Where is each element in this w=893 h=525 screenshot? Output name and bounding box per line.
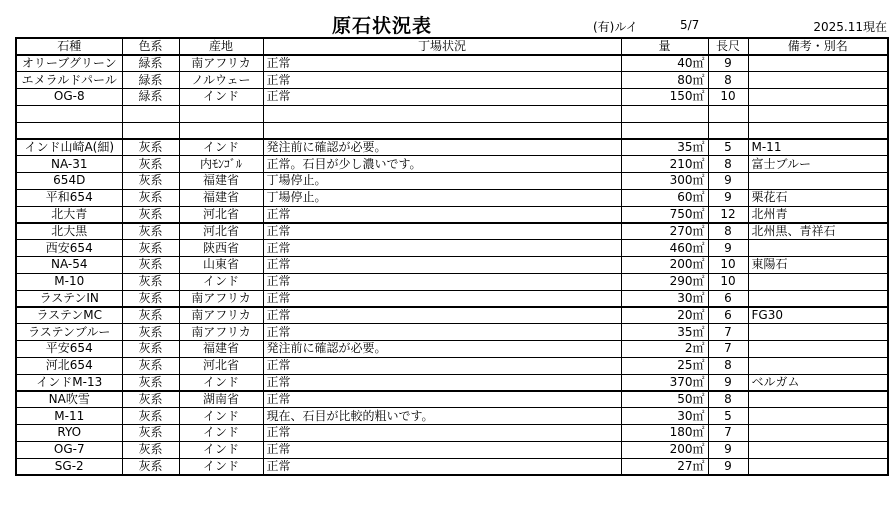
cell-color: 灰系	[122, 408, 179, 425]
cell-stone-type: インドM-13	[16, 374, 122, 391]
cell-quarry-status: 正常	[263, 374, 621, 391]
cell-stone-type: ラステンブルー	[16, 324, 122, 341]
table-row	[16, 290, 888, 307]
cell-color: 灰系	[122, 391, 179, 408]
cell-quantity: 35㎡	[621, 324, 708, 341]
cell-origin: インド	[179, 458, 263, 475]
cell-stone-type: ラステンMC	[16, 307, 122, 324]
cell-origin: 南アフリカ	[179, 55, 263, 72]
cell-quarry-status: 正常	[263, 425, 621, 442]
cell-color: 灰系	[122, 374, 179, 391]
cell-color: 灰系	[122, 357, 179, 374]
table-row	[16, 273, 888, 290]
cell-quantity: 150㎡	[621, 89, 708, 106]
cell-quarry-status: 正常	[263, 290, 621, 307]
cell-color: 灰系	[122, 206, 179, 223]
cell-quantity: 2㎡	[621, 341, 708, 358]
column-header-origin: 産地	[179, 38, 263, 55]
cell-color: 緑系	[122, 72, 179, 89]
cell-origin: 陝西省	[179, 240, 263, 257]
cell-origin: 福建省	[179, 341, 263, 358]
cell-color: 灰系	[122, 441, 179, 458]
sheet-header	[0, 0, 893, 36]
column-header-length: 長尺	[708, 38, 748, 55]
column-header-quantity: 量	[621, 38, 708, 55]
cell-quantity: 200㎡	[621, 257, 708, 274]
cell-length: 6	[708, 307, 748, 324]
cell-quantity: 80㎡	[621, 72, 708, 89]
cell-origin: 河北省	[179, 223, 263, 240]
cell-length: 8	[708, 72, 748, 89]
cell-quantity: 27㎡	[621, 458, 708, 475]
cell-quantity: 750㎡	[621, 206, 708, 223]
cell-notes	[748, 458, 888, 475]
cell-notes	[748, 240, 888, 257]
cell-color: 緑系	[122, 55, 179, 72]
cell-quarry-status: 丁場停止。	[263, 189, 621, 206]
table-row	[16, 341, 888, 358]
cell-quarry-status: 正常	[263, 357, 621, 374]
table-row	[16, 173, 888, 190]
cell-quarry-status: 正常	[263, 307, 621, 324]
cell-quantity: 30㎡	[621, 408, 708, 425]
cell-length: 9	[708, 458, 748, 475]
cell-origin: インド	[179, 441, 263, 458]
cell-stone-type: ラステンIN	[16, 290, 122, 307]
cell-notes: M-11	[748, 139, 888, 156]
cell-origin: 山東省	[179, 257, 263, 274]
cell-quarry-status: 発注前に確認が必要。	[263, 139, 621, 156]
cell-quantity: 180㎡	[621, 425, 708, 442]
cell-stone-type	[16, 105, 122, 122]
cell-color: 灰系	[122, 273, 179, 290]
cell-notes	[748, 408, 888, 425]
page-title: 原石状況表	[332, 15, 433, 37]
cell-length: 9	[708, 55, 748, 72]
cell-stone-type: OG-7	[16, 441, 122, 458]
table-row	[16, 89, 888, 106]
table-row	[16, 72, 888, 89]
cell-notes: 北州青	[748, 206, 888, 223]
cell-quarry-status: 正常	[263, 458, 621, 475]
cell-length: 8	[708, 391, 748, 408]
cell-quarry-status: 現在、石目が比較的粗いです。	[263, 408, 621, 425]
cell-quantity: 30㎡	[621, 290, 708, 307]
cell-quarry-status: 正常	[263, 72, 621, 89]
table-row	[16, 223, 888, 240]
cell-quantity: 200㎡	[621, 441, 708, 458]
cell-color: 灰系	[122, 156, 179, 173]
cell-stone-type: オリーブグリーン	[16, 55, 122, 72]
column-header-quarry-status: 丁場状況	[263, 38, 621, 55]
table-row	[16, 391, 888, 408]
cell-origin: インド	[179, 139, 263, 156]
cell-origin: インド	[179, 408, 263, 425]
cell-stone-type: OG-8	[16, 89, 122, 106]
cell-notes	[748, 72, 888, 89]
cell-notes	[748, 105, 888, 122]
table-row	[16, 374, 888, 391]
cell-quarry-status	[263, 105, 621, 122]
cell-color: 灰系	[122, 240, 179, 257]
cell-color: 灰系	[122, 341, 179, 358]
cell-color: 灰系	[122, 425, 179, 442]
cell-quantity: 35㎡	[621, 139, 708, 156]
cell-notes	[748, 55, 888, 72]
cell-origin	[179, 122, 263, 139]
cell-origin: 福建省	[179, 189, 263, 206]
cell-quarry-status: 正常	[263, 391, 621, 408]
table-row	[16, 408, 888, 425]
cell-notes	[748, 273, 888, 290]
cell-quarry-status: 丁場停止。	[263, 173, 621, 190]
cell-stone-type: 平和654	[16, 189, 122, 206]
cell-quantity: 210㎡	[621, 156, 708, 173]
table-row	[16, 206, 888, 223]
cell-length: 9	[708, 441, 748, 458]
cell-quarry-status: 正常	[263, 55, 621, 72]
cell-color: 灰系	[122, 223, 179, 240]
as-of-date: 2025.11現在	[813, 20, 887, 34]
cell-stone-type: 平安654	[16, 341, 122, 358]
cell-length: 8	[708, 223, 748, 240]
cell-length: 7	[708, 425, 748, 442]
cell-notes	[748, 341, 888, 358]
cell-origin: インド	[179, 273, 263, 290]
company-name: (有)ルイ	[593, 20, 638, 34]
cell-quantity: 20㎡	[621, 307, 708, 324]
cell-length: 7	[708, 341, 748, 358]
cell-origin: インド	[179, 89, 263, 106]
table-row	[16, 240, 888, 257]
cell-length: 9	[708, 173, 748, 190]
cell-stone-type: インド山崎A(細)	[16, 139, 122, 156]
cell-notes	[748, 89, 888, 106]
cell-stone-type: 西安654	[16, 240, 122, 257]
cell-length: 5	[708, 139, 748, 156]
cell-color	[122, 105, 179, 122]
table-row	[16, 139, 888, 156]
cell-quarry-status: 正常	[263, 89, 621, 106]
cell-stone-type: 北大黒	[16, 223, 122, 240]
cell-length: 9	[708, 374, 748, 391]
cell-color: 灰系	[122, 189, 179, 206]
cell-stone-type: NA吹雪	[16, 391, 122, 408]
cell-quantity: 60㎡	[621, 189, 708, 206]
cell-length: 10	[708, 273, 748, 290]
table-row	[16, 441, 888, 458]
cell-color: 灰系	[122, 458, 179, 475]
cell-length: 9	[708, 240, 748, 257]
cell-origin: インド	[179, 374, 263, 391]
table-row	[16, 156, 888, 173]
cell-quarry-status: 正常	[263, 324, 621, 341]
cell-notes: 東陽石	[748, 257, 888, 274]
table-row	[16, 458, 888, 475]
cell-quantity	[621, 122, 708, 139]
cell-quarry-status: 正常	[263, 441, 621, 458]
cell-quarry-status: 発注前に確認が必要。	[263, 341, 621, 358]
cell-color	[122, 122, 179, 139]
cell-length: 5	[708, 408, 748, 425]
cell-notes	[748, 357, 888, 374]
table-row	[16, 425, 888, 442]
table-row	[16, 324, 888, 341]
cell-quarry-status: 正常	[263, 223, 621, 240]
column-header-notes: 備考・別名	[748, 38, 888, 55]
cell-quarry-status: 正常	[263, 273, 621, 290]
column-header-stone-type: 石種	[16, 38, 122, 55]
cell-quantity: 270㎡	[621, 223, 708, 240]
cell-stone-type: NA-31	[16, 156, 122, 173]
cell-length: 10	[708, 257, 748, 274]
cell-notes: ベルガム	[748, 374, 888, 391]
cell-stone-type: RYO	[16, 425, 122, 442]
cell-stone-type: M-11	[16, 408, 122, 425]
cell-notes: FG30	[748, 307, 888, 324]
cell-color: 灰系	[122, 139, 179, 156]
cell-notes	[748, 425, 888, 442]
cell-stone-type: SG-2	[16, 458, 122, 475]
cell-quantity: 290㎡	[621, 273, 708, 290]
table-row	[16, 257, 888, 274]
column-header-color: 色系	[122, 38, 179, 55]
table-row	[16, 55, 888, 72]
cell-origin: ノルウェー	[179, 72, 263, 89]
cell-origin: 南アフリカ	[179, 307, 263, 324]
table-row	[16, 189, 888, 206]
cell-stone-type	[16, 122, 122, 139]
cell-quantity: 25㎡	[621, 357, 708, 374]
cell-notes: 栗花石	[748, 189, 888, 206]
cell-origin: 福建省	[179, 173, 263, 190]
cell-quantity	[621, 105, 708, 122]
cell-origin: 河北省	[179, 357, 263, 374]
cell-notes: 北州黒、青祥石	[748, 223, 888, 240]
cell-color: 灰系	[122, 173, 179, 190]
cell-color: 灰系	[122, 324, 179, 341]
cell-stone-type: 654D	[16, 173, 122, 190]
cell-notes	[748, 391, 888, 408]
cell-origin: 南アフリカ	[179, 324, 263, 341]
cell-origin: 河北省	[179, 206, 263, 223]
cell-origin: インド	[179, 425, 263, 442]
page-number: 5/7	[680, 18, 700, 32]
table-body	[16, 55, 888, 475]
cell-quarry-status: 正常	[263, 257, 621, 274]
cell-length: 8	[708, 156, 748, 173]
cell-quarry-status: 正常	[263, 206, 621, 223]
cell-length: 6	[708, 290, 748, 307]
cell-notes	[748, 324, 888, 341]
cell-quantity: 460㎡	[621, 240, 708, 257]
cell-length: 12	[708, 206, 748, 223]
table-row	[16, 105, 888, 122]
cell-length: 8	[708, 357, 748, 374]
cell-quantity: 300㎡	[621, 173, 708, 190]
cell-color: 灰系	[122, 257, 179, 274]
cell-stone-type: NA-54	[16, 257, 122, 274]
cell-quantity: 370㎡	[621, 374, 708, 391]
cell-color: 緑系	[122, 89, 179, 106]
cell-notes: 富士ブルー	[748, 156, 888, 173]
cell-origin: 湖南省	[179, 391, 263, 408]
cell-quarry-status: 正常	[263, 240, 621, 257]
cell-length: 9	[708, 189, 748, 206]
cell-length	[708, 122, 748, 139]
cell-length	[708, 105, 748, 122]
cell-notes	[748, 441, 888, 458]
cell-stone-type: エメラルドパール	[16, 72, 122, 89]
cell-quantity: 40㎡	[621, 55, 708, 72]
cell-quantity: 50㎡	[621, 391, 708, 408]
cell-stone-type: 北大青	[16, 206, 122, 223]
cell-stone-type: 河北654	[16, 357, 122, 374]
cell-color: 灰系	[122, 290, 179, 307]
cell-origin: 内ﾓﾝｺﾞﾙ	[179, 156, 263, 173]
cell-length: 7	[708, 324, 748, 341]
stone-status-table	[15, 37, 889, 476]
cell-quarry-status	[263, 122, 621, 139]
cell-notes	[748, 173, 888, 190]
cell-quarry-status: 正常。石目が少し濃いです。	[263, 156, 621, 173]
cell-stone-type: M-10	[16, 273, 122, 290]
table-row	[16, 307, 888, 324]
table-header-row	[16, 38, 888, 55]
cell-origin	[179, 105, 263, 122]
cell-length: 10	[708, 89, 748, 106]
cell-origin: 南アフリカ	[179, 290, 263, 307]
table-row	[16, 122, 888, 139]
table-row	[16, 357, 888, 374]
cell-color: 灰系	[122, 307, 179, 324]
cell-notes	[748, 122, 888, 139]
cell-notes	[748, 290, 888, 307]
